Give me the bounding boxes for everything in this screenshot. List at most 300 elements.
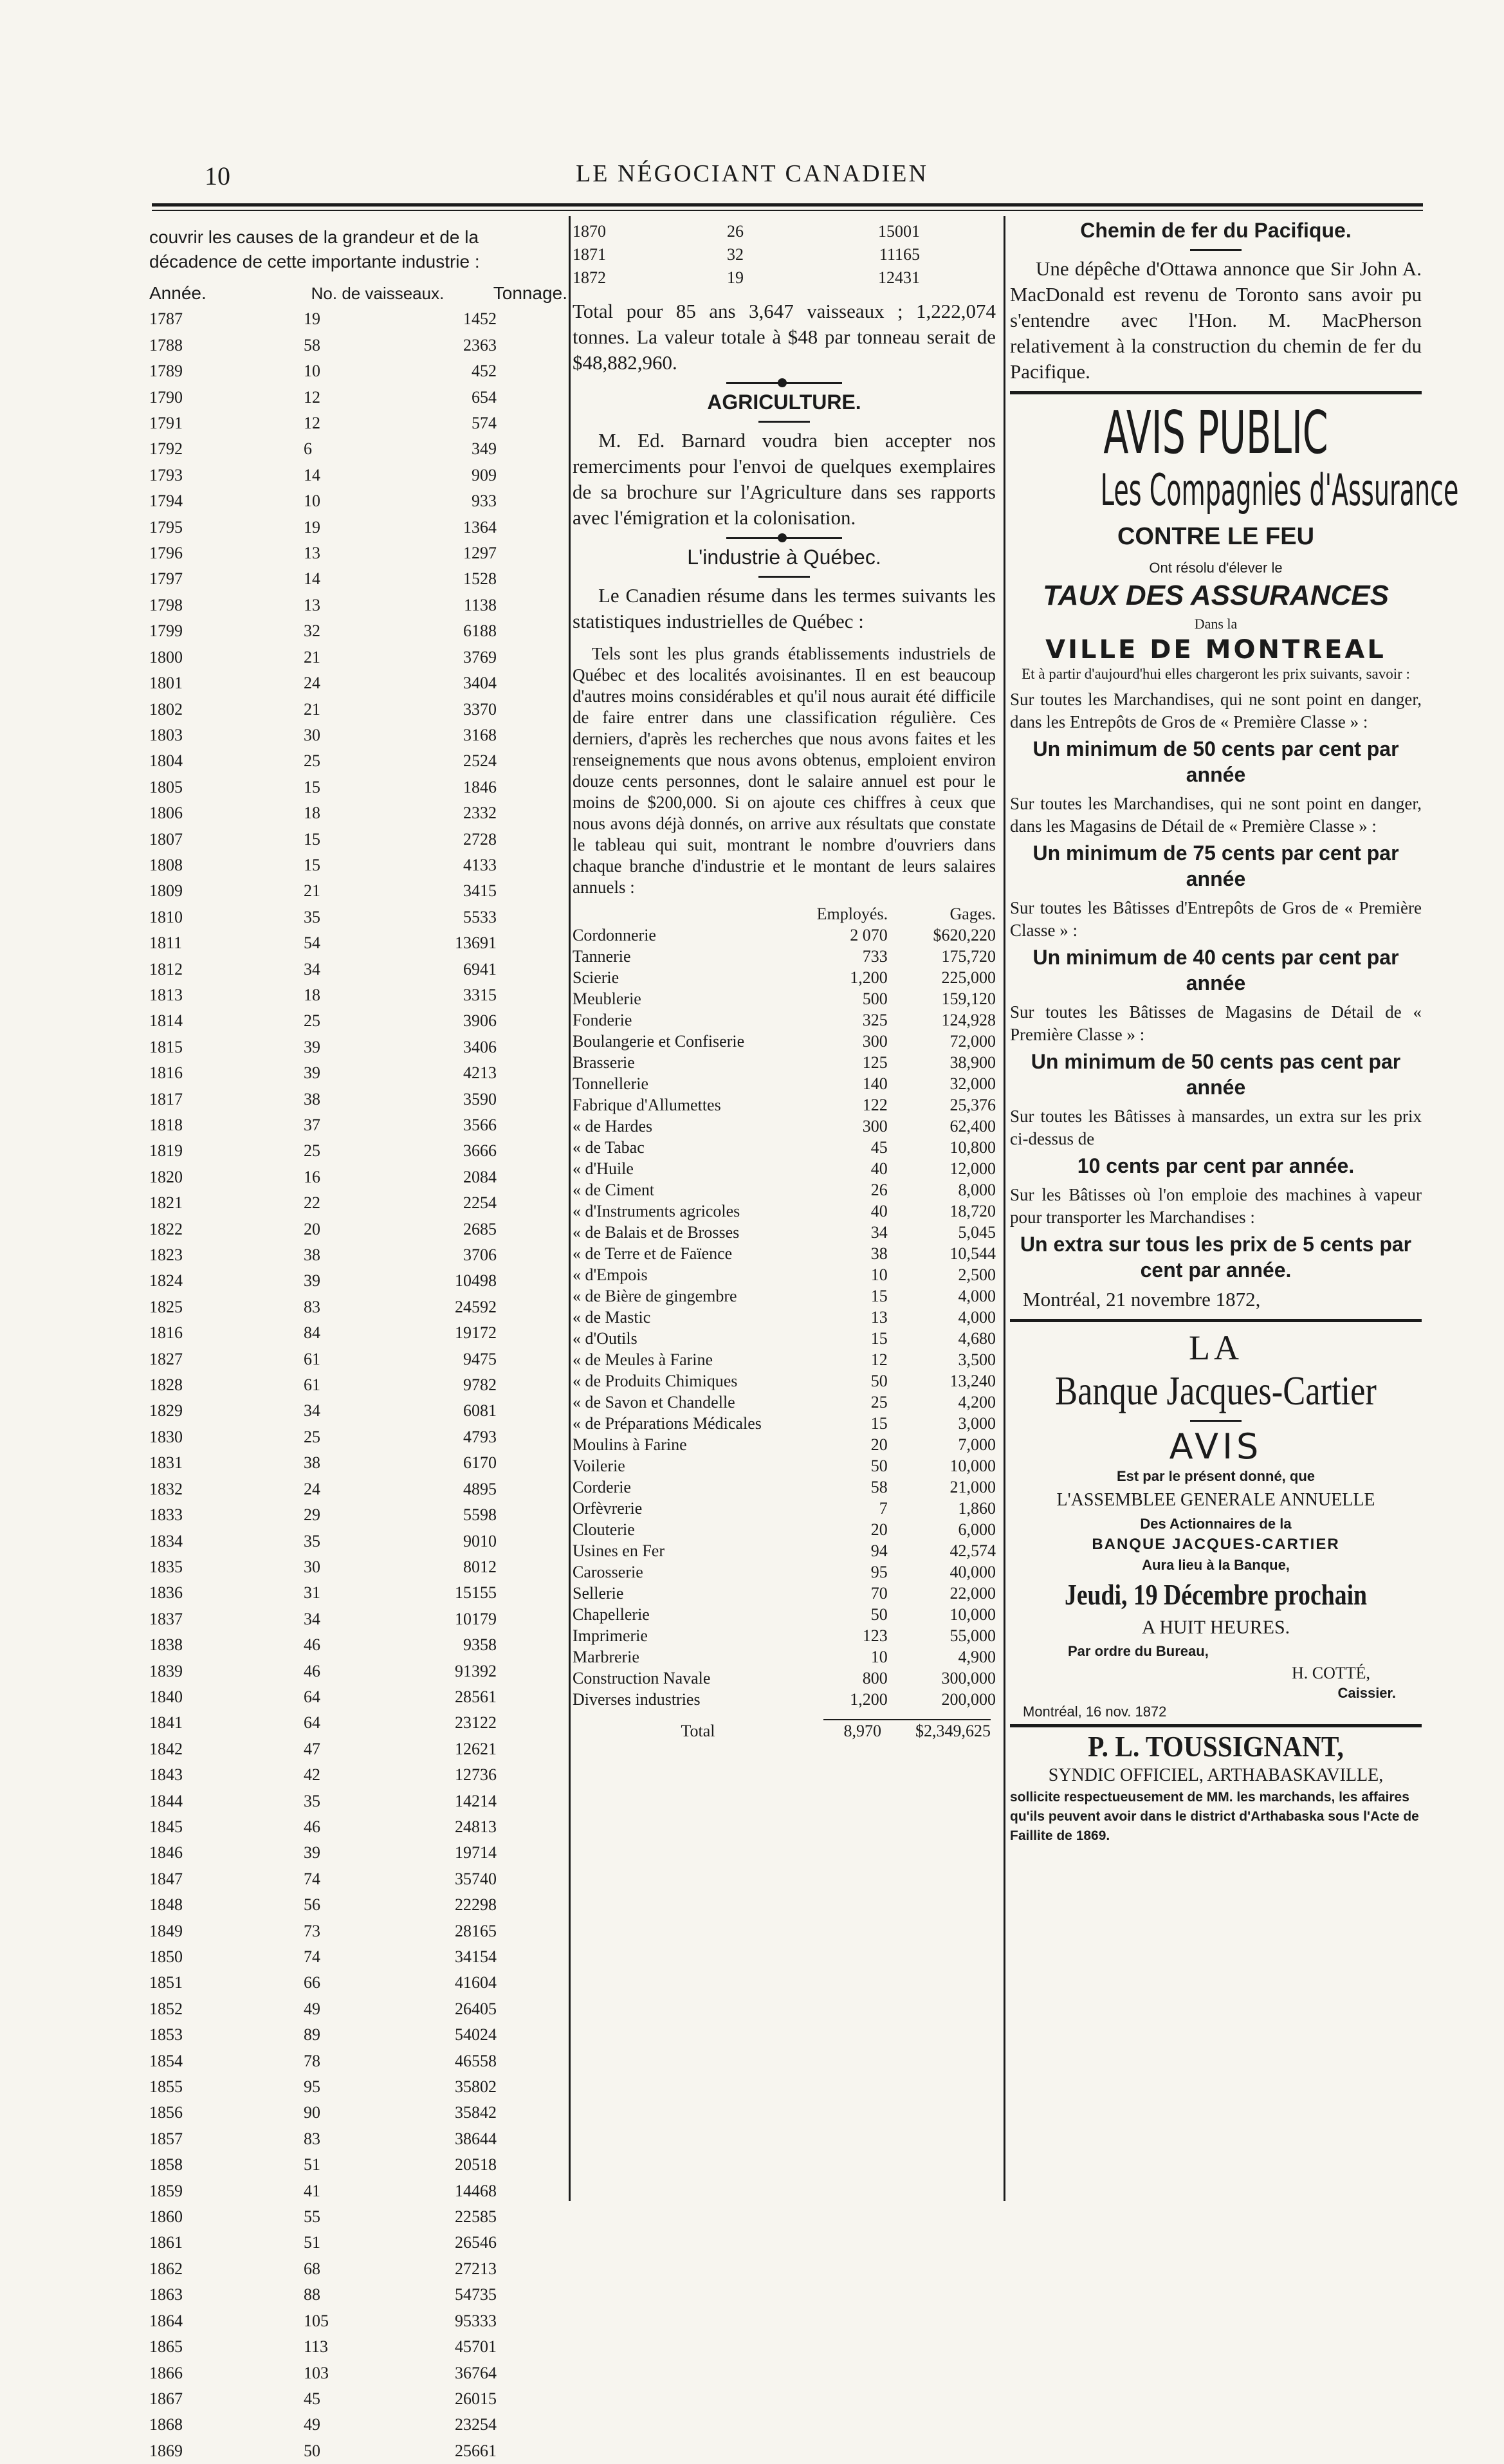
ship-year: 1829 — [149, 1401, 183, 1420]
ship-tonnage: 2685 — [463, 1219, 497, 1238]
ship-year: 1789 — [149, 362, 183, 381]
ship-row — [149, 1268, 497, 1294]
industry-employees: 140 — [862, 1074, 888, 1093]
ship-ships: 15 — [304, 777, 320, 796]
ship-row — [149, 2308, 497, 2334]
industry-wages: 5,045 — [958, 1223, 996, 1242]
column-divider-2 — [1004, 216, 1005, 2201]
ship-tonnage: 9782 — [463, 1375, 497, 1395]
industry-row — [573, 1073, 996, 1094]
industry-wages: 72,000 — [949, 1032, 996, 1051]
industry-name: « de Produits Chimiques — [573, 1372, 738, 1390]
industry-name: « d'Empois — [573, 1265, 648, 1284]
industry-employees: 300 — [862, 1032, 888, 1051]
ship-row — [149, 1138, 497, 1164]
ship-row — [149, 593, 497, 618]
ship-row — [149, 2386, 497, 2412]
ship-tonnage: 19714 — [455, 1843, 497, 1862]
railway-text: Une dépêche d'Ottawa annonce que Sir John A. MacDonald est revenu de Toronto sans avoir pu s'entendre avec l'Hon. M. MacPherson relativement à la construction du chemin de fer du Pacifique. — [1010, 257, 1422, 383]
ship-row — [149, 800, 497, 826]
ship-row — [149, 1008, 497, 1034]
ship-year: 1851 — [149, 1973, 183, 1992]
industry-wages: 38,900 — [949, 1053, 996, 1072]
industry-wages: 300,000 — [941, 1669, 996, 1687]
industry-wages: 55,000 — [949, 1626, 996, 1645]
industry-wages: 2,500 — [958, 1265, 996, 1284]
industry-name: Cordonnerie — [573, 926, 656, 944]
ship-year: 1841 — [149, 1713, 183, 1733]
ship-row — [149, 2412, 497, 2438]
ship-tonnage: 2254 — [463, 1193, 497, 1213]
ship-year: 1819 — [149, 1141, 183, 1161]
ship-tonnage: 5598 — [463, 1505, 497, 1525]
ship-ships: 35 — [304, 1791, 320, 1810]
industry-name: « d'Instruments agricoles — [573, 1202, 740, 1220]
ship-ships: 26 — [727, 222, 744, 241]
ship-year: 1816 — [149, 1323, 183, 1343]
ship-tonnage: 9475 — [463, 1349, 497, 1368]
ship-year: 1807 — [149, 829, 183, 849]
ship-tonnage: 24813 — [455, 1817, 497, 1836]
syndic-text: SYNDIC OFFICIEL, ARTHABASKAVILLE, — [1048, 1765, 1384, 1785]
ship-ships: 54 — [304, 933, 320, 953]
ship-tonnage: 9358 — [463, 1635, 497, 1655]
ship-tonnage: 14214 — [455, 1791, 497, 1810]
industry-row — [573, 1031, 996, 1052]
ship-row — [149, 2282, 497, 2308]
ship-year: 1793 — [149, 465, 183, 484]
ship-year: 1866 — [149, 2363, 183, 2382]
ship-year: 1839 — [149, 1661, 183, 1680]
toussignant-name: P. L. TOUSSIGNANT, — [1088, 1730, 1344, 1763]
ship-year: 1869 — [149, 2441, 183, 2460]
ship-ships: 34 — [304, 959, 320, 979]
ship-ships: 66 — [304, 1973, 320, 1992]
ship-ships: 74 — [304, 1869, 320, 1888]
short-rule — [758, 421, 810, 423]
ship-row — [149, 1632, 497, 1658]
ship-row — [149, 1424, 497, 1450]
ship-row — [149, 410, 497, 436]
ship-row — [149, 957, 497, 982]
ship-year: 1862 — [149, 2259, 183, 2278]
industry-wages: 12,000 — [949, 1159, 996, 1178]
ship-ships: 51 — [304, 2233, 320, 2252]
industry-wages: 25,376 — [949, 1096, 996, 1114]
notice-rule — [1010, 391, 1422, 394]
notice-rule — [1010, 1724, 1422, 1727]
ship-row — [149, 1606, 497, 1632]
ship-ships: 89 — [304, 2025, 320, 2045]
industry-employees: 50 — [870, 1372, 888, 1390]
industry-wages: 10,544 — [949, 1244, 996, 1263]
rate-value: Un minimum de 40 cents par cent par année — [1032, 946, 1399, 995]
industry-row — [573, 1328, 996, 1349]
ship-year: 1843 — [149, 1765, 183, 1785]
ship-row — [149, 385, 497, 410]
ship-ships: 84 — [304, 1323, 320, 1343]
rate-condition: Sur toutes les Bâtisses d'Entrepôts de Gros de « Première Classe » : — [1010, 898, 1422, 940]
ship-tonnage: 2524 — [463, 751, 497, 771]
ship-row — [149, 1087, 497, 1112]
ship-year: 1824 — [149, 1271, 183, 1291]
ship-ships: 95 — [304, 2077, 320, 2097]
industry-row — [573, 1689, 996, 1710]
ship-row — [149, 2178, 497, 2204]
industry-name: Boulangerie et Confiserie — [573, 1032, 745, 1051]
industry-intro: Le Canadien résume dans les termes suivants les statistiques industrielles de Québec : — [573, 584, 996, 632]
ship-row — [149, 775, 497, 800]
ship-year: 1814 — [149, 1011, 183, 1031]
ship-year: 1805 — [149, 777, 183, 796]
industry-wages: 22,000 — [949, 1584, 996, 1603]
ship-tonnage: 3168 — [463, 725, 497, 744]
industry-wages: 7,000 — [958, 1435, 996, 1454]
insurance-rates — [1010, 688, 1422, 1283]
ship-year: 1834 — [149, 1531, 183, 1550]
ship-row — [149, 1242, 497, 1268]
ship-row — [149, 930, 497, 956]
ship-row — [149, 436, 497, 462]
ship-tonnage: 4793 — [463, 1427, 497, 1446]
industry-name: Corderie — [573, 1478, 631, 1496]
ship-ships: 46 — [304, 1817, 320, 1836]
ship-tonnage: 35740 — [455, 1869, 497, 1888]
industry-name: « de Bière de gingembre — [573, 1287, 737, 1305]
ville-heading: VILLE DE MONTREAL — [1045, 635, 1386, 665]
ship-row — [149, 1372, 497, 1398]
industry-employees: 2 070 — [850, 926, 888, 944]
ship-ships: 38 — [304, 1246, 320, 1265]
ship-year: 1823 — [149, 1246, 183, 1265]
ship-tonnage: 8012 — [463, 1557, 497, 1576]
ship-row — [149, 1814, 497, 1840]
rate-value: Un extra sur tous les prix de 5 cents par cent par année. — [1020, 1233, 1412, 1282]
ship-ships: 78 — [304, 2051, 320, 2070]
resolu-text: Ont résolu d'élever le — [1149, 560, 1283, 576]
ship-row — [149, 982, 497, 1008]
insurance-companies: Les Compagnies d'Assurance — [1100, 465, 1459, 516]
ship-ships: 12 — [304, 414, 320, 433]
industry-wages: 21,000 — [949, 1478, 996, 1496]
ship-tonnage: 3666 — [463, 1141, 497, 1161]
ship-ships: 47 — [304, 1739, 320, 1758]
ship-total-text: Total pour 85 ans 3,647 vaisseaux ; 1,222,074 tonnes. La valeur totale à $48 par tonneau serait de $48,882,960. — [573, 300, 996, 374]
industry-name: Orfèvrerie — [573, 1499, 643, 1518]
avis-heading: AVIS — [1169, 1426, 1263, 1467]
ship-year: 1853 — [149, 2025, 183, 2045]
ship-ships: 13 — [304, 544, 320, 563]
ship-tonnage: 22585 — [455, 2207, 497, 2227]
ship-year: 1830 — [149, 1427, 183, 1446]
industry-employees: 25 — [870, 1393, 888, 1411]
masthead-rule-thick — [152, 203, 1423, 207]
industry-wages: 10,000 — [949, 1605, 996, 1624]
industry-name: Fonderie — [573, 1011, 632, 1029]
industry-row — [573, 1413, 996, 1434]
ship-tonnage: 95333 — [455, 2311, 497, 2330]
industry-employees: 800 — [862, 1669, 888, 1687]
industry-row — [573, 1370, 996, 1392]
ship-tonnage: 35802 — [455, 2077, 497, 2097]
banque-title: Banque Jacques-Cartier — [1055, 1368, 1377, 1413]
header-wages: Gages. — [949, 905, 996, 923]
ship-ships: 74 — [304, 1947, 320, 1966]
masthead-title: LE NÉGOCIANT CANADIEN — [576, 160, 928, 187]
ship-year: 1838 — [149, 1635, 183, 1655]
ship-ships: 45 — [304, 2389, 320, 2408]
ship-row — [149, 1476, 497, 1502]
industry-row — [573, 1561, 996, 1583]
ship-year: 1837 — [149, 1609, 183, 1628]
ship-tonnage: 12431 — [878, 268, 920, 287]
ship-ships: 14 — [304, 465, 320, 484]
ship-ships: 49 — [304, 1999, 320, 2018]
ship-row — [149, 1684, 497, 1710]
ship-ships: 39 — [304, 1063, 320, 1083]
ship-row — [149, 2074, 497, 2100]
ship-row — [149, 1659, 497, 1684]
ship-year: 1801 — [149, 674, 183, 693]
industry-row — [573, 1540, 996, 1561]
industry-wages: 175,720 — [941, 947, 996, 966]
ship-row — [149, 905, 497, 930]
ship-ships: 50 — [304, 2441, 320, 2460]
ship-row — [149, 1788, 497, 1814]
industry-wages: 4,200 — [958, 1393, 996, 1411]
ship-tonnage: 574 — [472, 414, 497, 433]
industry-employees: 34 — [870, 1223, 888, 1242]
ship-tonnage: 10179 — [455, 1609, 497, 1628]
ship-row — [149, 1710, 497, 1736]
ship-row — [149, 2022, 497, 2048]
agriculture-heading: AGRICULTURE. — [707, 391, 861, 414]
rate-condition: Sur les Bâtisses où l'on emploie des machines à vapeur pour transporter les Marchandises : — [1010, 1185, 1422, 1227]
industry-row — [573, 1349, 996, 1370]
ship-ships: 64 — [304, 1687, 320, 1706]
ship-year: 1804 — [149, 751, 183, 771]
ship-ships: 55 — [304, 2207, 320, 2227]
ship-year: 1828 — [149, 1375, 183, 1395]
ship-tonnage: 2084 — [463, 1167, 497, 1186]
industry-name: Tonnellerie — [573, 1074, 649, 1093]
ship-tonnage: 6170 — [463, 1453, 497, 1473]
ship-ships: 15 — [304, 855, 320, 874]
industry-employees: 50 — [870, 1605, 888, 1624]
ship-tonnage: 23122 — [455, 1713, 497, 1733]
industry-employees: 733 — [862, 947, 888, 966]
industry-wages: 4,000 — [958, 1308, 996, 1327]
industry-row — [573, 1264, 996, 1285]
industry-employees: 40 — [870, 1202, 888, 1220]
ship-ships: 103 — [304, 2363, 329, 2382]
ship-tonnage: 28165 — [455, 1921, 497, 1940]
ship-year: 1833 — [149, 1505, 183, 1525]
ship-tonnage: 34154 — [455, 1947, 497, 1966]
industry-employees: 20 — [870, 1435, 888, 1454]
rate-value: Un minimum de 50 cents par cent par année — [1032, 737, 1399, 786]
ship-row — [149, 2152, 497, 2178]
ship-ships: 41 — [304, 2181, 320, 2200]
ship-ships: 21 — [304, 699, 320, 719]
ship-tonnage: 4895 — [463, 1479, 497, 1498]
industry-row — [573, 1646, 996, 1668]
ship-row — [149, 2256, 497, 2282]
industry-name: Scierie — [573, 968, 619, 987]
industry-row — [573, 967, 996, 988]
industry-employees: 15 — [870, 1329, 888, 1348]
ship-ships: 25 — [304, 1141, 320, 1161]
industry-heading: L'industrie à Québec. — [687, 546, 881, 569]
ship-year: 1860 — [149, 2207, 183, 2227]
industry-employees: 123 — [862, 1626, 888, 1645]
ship-ships: 18 — [304, 985, 320, 1004]
industry-employees: 10 — [870, 1648, 888, 1666]
ship-tonnage: 6941 — [463, 959, 497, 979]
ship-row — [149, 1918, 497, 1944]
industry-row — [573, 1519, 996, 1540]
page-number: 10 — [205, 161, 230, 190]
ship-year: 1813 — [149, 985, 183, 1004]
ship-year: 1811 — [149, 933, 183, 953]
ship-ships: 31 — [304, 1583, 320, 1603]
ship-year: 1802 — [149, 699, 183, 719]
ship-row — [149, 1450, 497, 1476]
ship-row — [149, 1554, 497, 1580]
ship-row — [149, 2100, 497, 2126]
ship-row — [149, 1580, 497, 1606]
ship-year: 1847 — [149, 1869, 183, 1888]
industry-row — [573, 1285, 996, 1307]
ship-year: 1865 — [149, 2337, 183, 2357]
ship-tonnage: 1528 — [463, 569, 497, 589]
rate-condition: Sur toutes les Marchandises, qui ne sont point en danger, dans les Magasins de Détail de « Première Classe » : — [1010, 794, 1422, 836]
industry-wages: 40,000 — [949, 1563, 996, 1581]
ship-row — [149, 1320, 497, 1346]
total-employees: 8,970 — [823, 1720, 894, 1742]
industry-name: Diverses industries — [573, 1690, 701, 1709]
industry-row — [573, 1307, 996, 1328]
industry-name: Fabrique d'Allumettes — [573, 1096, 721, 1114]
ship-tonnage: 3590 — [463, 1089, 497, 1108]
industry-name: « d'Outils — [573, 1329, 637, 1348]
ship-year: 1871 — [573, 245, 606, 264]
ship-row — [149, 2048, 497, 2074]
header-year: Année. — [149, 283, 206, 303]
industry-wages: 4,000 — [958, 1287, 996, 1305]
ship-year: 1816 — [149, 1063, 183, 1083]
column-notices — [1010, 216, 1459, 1846]
ship-ships: 25 — [304, 1427, 320, 1446]
industry-wages: $620,220 — [933, 926, 996, 944]
ship-year: 1812 — [149, 959, 183, 979]
industry-employees: 50 — [870, 1457, 888, 1475]
ship-tonnage: 10498 — [455, 1271, 497, 1291]
industry-row — [573, 1583, 996, 1604]
ship-row — [149, 1217, 497, 1242]
short-rule — [1190, 249, 1242, 251]
ship-tonnage: 41604 — [455, 1973, 497, 1992]
industry-row — [573, 1455, 996, 1476]
ship-year: 1799 — [149, 621, 183, 641]
rate-condition: Sur toutes les Bâtisses à mansardes, un extra sur les prix ci-dessus de — [1010, 1107, 1422, 1148]
ship-row — [149, 1892, 497, 1918]
industry-wages: 13,240 — [949, 1372, 996, 1390]
ship-tonnage: 38644 — [455, 2129, 497, 2148]
assemblee-text: L'ASSEMBLEE GENERALE ANNUELLE — [1056, 1490, 1375, 1510]
ship-tonnage: 1138 — [463, 595, 497, 614]
ship-year: 1825 — [149, 1297, 183, 1316]
total-label: Total — [681, 1722, 715, 1740]
ship-year: 1797 — [149, 569, 183, 589]
ship-year: 1803 — [149, 725, 183, 744]
ship-tonnage: 1846 — [463, 777, 497, 796]
ship-year: 1790 — [149, 387, 183, 407]
rate-value: Un minimum de 50 cents pas cent par année — [1031, 1050, 1401, 1099]
industry-employees: 13 — [870, 1308, 888, 1327]
industry-row — [573, 1668, 996, 1689]
la-heading: LA — [1189, 1329, 1243, 1367]
ship-year: 1840 — [149, 1687, 183, 1706]
ship-tonnage: 54735 — [455, 2285, 497, 2304]
ship-year: 1854 — [149, 2051, 183, 2070]
ship-ships: 38 — [304, 1089, 320, 1108]
meeting-date: Jeudi, 19 Décembre prochain — [1064, 1578, 1368, 1611]
industry-table-header — [573, 903, 996, 924]
ship-tonnage-table-continued — [573, 220, 920, 290]
ship-ships: 19 — [304, 309, 320, 329]
ship-ships: 83 — [304, 1297, 320, 1316]
ship-tonnage: 5533 — [463, 907, 497, 926]
ship-tonnage: 4133 — [463, 855, 497, 874]
ship-tonnage: 1452 — [463, 309, 497, 329]
ship-year: 1794 — [149, 492, 183, 511]
ship-tonnage: 54024 — [455, 2025, 497, 2045]
ship-year: 1864 — [149, 2311, 183, 2330]
short-rule — [758, 576, 810, 578]
notice-rule — [1010, 1319, 1422, 1322]
ship-row — [149, 1034, 497, 1060]
ship-ships: 24 — [304, 674, 320, 693]
industry-wages: 200,000 — [941, 1690, 996, 1709]
industry-employees: 300 — [862, 1117, 888, 1135]
dans-text: Dans la — [1194, 616, 1238, 632]
bank-notice-date: Montréal, 16 nov. 1872 — [1023, 1704, 1167, 1720]
ship-row — [149, 540, 497, 566]
column-middle — [573, 216, 996, 1742]
ship-tonnage: 12736 — [455, 1765, 497, 1785]
ship-tonnage: 22298 — [455, 1895, 497, 1915]
industry-employees: 500 — [862, 989, 888, 1008]
industry-employees: 7 — [879, 1499, 888, 1518]
ship-tonnage: 1364 — [463, 517, 497, 537]
ship-year: 1836 — [149, 1583, 183, 1603]
actionnaires-text: Des Actionnaires de la — [1140, 1516, 1292, 1532]
ship-year: 1806 — [149, 804, 183, 823]
industry-name: « de Savon et Chandelle — [573, 1393, 735, 1411]
ship-year: 1798 — [149, 595, 183, 614]
ship-year: 1809 — [149, 881, 183, 901]
rate-condition: Sur toutes les Marchandises, qui ne sont point en danger, dans les Entrepôts de Gros de « Première Classe » : — [1010, 690, 1422, 731]
header-ships: No. de vaisseaux. — [311, 284, 445, 304]
ship-tonnage: 654 — [472, 387, 497, 407]
ship-tonnage: 28561 — [455, 1687, 497, 1706]
ship-tonnage: 13691 — [455, 933, 497, 953]
ship-intro-text: couvrir les causes de la grandeur et de la décadence de cette importante industrie : — [149, 227, 480, 271]
ship-tonnage: 26015 — [455, 2389, 497, 2408]
ship-row — [149, 358, 497, 384]
industry-wages: 18,720 — [949, 1202, 996, 1220]
